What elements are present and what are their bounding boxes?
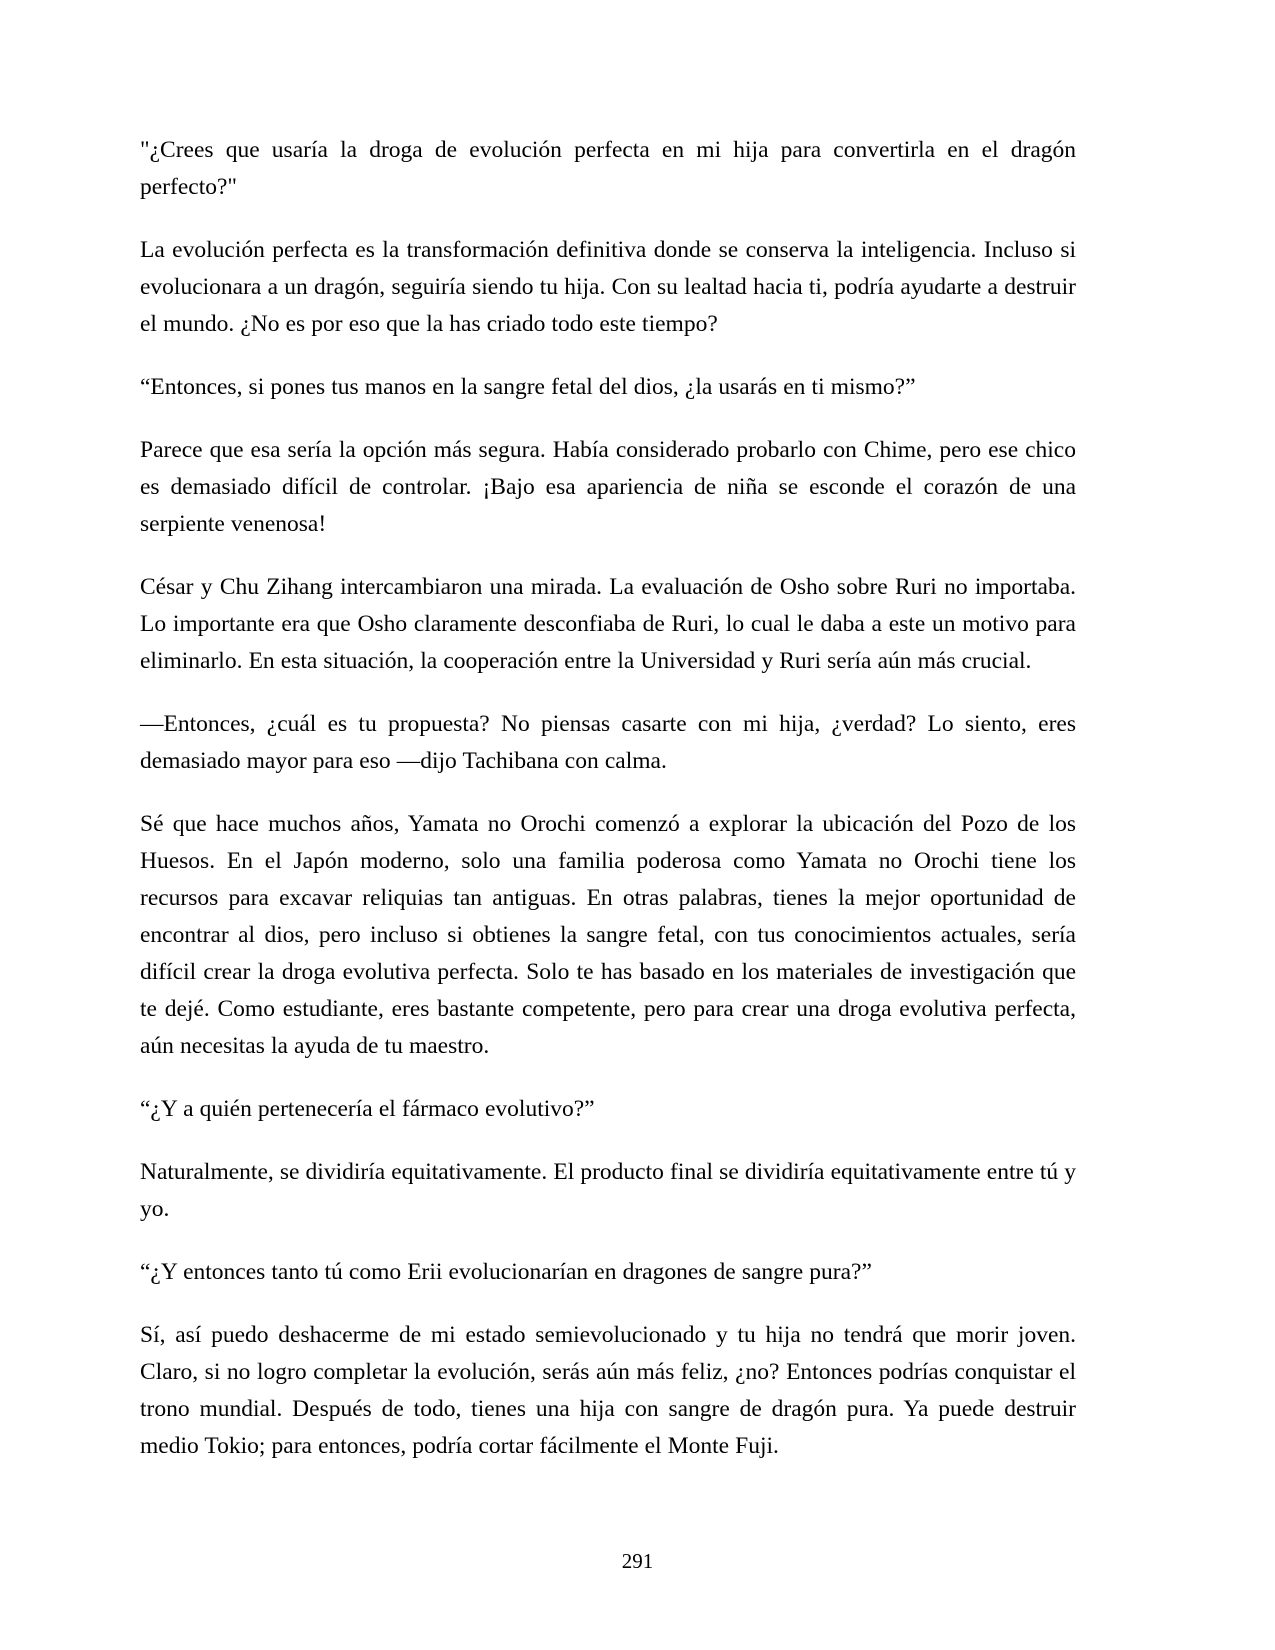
- paragraph: —Entonces, ¿cuál es tu propuesta? No piensas casarte con mi hija, ¿verdad? Lo siento, eres demasiado mayor para eso —dijo Tachibana con calma.: [140, 711, 1076, 774]
- page-number: 291: [621, 1549, 654, 1573]
- paragraph: Naturalmente, se dividiría equitativamente. El producto final se dividiría equitativamente entre tú y yo.: [140, 1159, 1076, 1222]
- paragraph: “¿Y entonces tanto tú como Erii evolucionarían en dragones de sangre pura?”: [140, 1259, 872, 1285]
- paragraph: Sí, así puedo deshacerme de mi estado semievolucionado y tu hija no tendrá que morir joven. Claro, si no logro completar la evolución, serás aún más feliz, ¿no? Entonces podrías conquistar el trono mundial. Después de todo, tienes una hija con sangre de dragón pura. Ya puede destruir medio Tokio; para entonces, podría cortar fácilmente el Monte Fuji.: [140, 1322, 1076, 1459]
- paragraph: César y Chu Zihang intercambiaron una mirada. La evaluación de Osho sobre Ruri no importaba. Lo importante era que Osho claramente desconfiaba de Ruri, lo cual le daba a este un motivo para eliminarlo. En esta situación, la cooperación entre la Universidad y Ruri sería aún más crucial.: [140, 574, 1076, 674]
- paragraph: La evolución perfecta es la transformación definitiva donde se conserva la inteligencia. Incluso si evolucionara a un dragón, seguiría siendo tu hija. Con su lealtad hacia ti, podría ayudarte a destruir el mundo. ¿No es por eso que la has criado todo este tiempo?: [140, 237, 1076, 337]
- page-body-text: [140, 132, 1076, 1465]
- paragraph: Sé que hace muchos años, Yamata no Orochi comenzó a explorar la ubicación del Pozo de los Huesos. En el Japón moderno, solo una familia poderosa como Yamata no Orochi tiene los recursos para excavar reliquias tan antiguas. En otras palabras, tienes la mejor oportunidad de encontrar al dios, pero incluso si obtienes la sangre fetal, con tus conocimientos actuales, sería difícil crear la droga evolutiva perfecta. Solo te has basado en los materiales de investigación que te dejé. Como estudiante, eres bastante competente, pero para crear una droga evolutiva perfecta, aún necesitas la ayuda de tu maestro.: [140, 811, 1076, 1059]
- paragraph: Parece que esa sería la opción más segura. Había considerado probarlo con Chime, pero ese chico es demasiado difícil de controlar. ¡Bajo esa apariencia de niña se esconde el corazón de una serpiente venenosa!: [140, 437, 1076, 537]
- paragraph: “¿Y a quién pertenecería el fármaco evolutivo?”: [140, 1096, 595, 1122]
- paragraph: "¿Crees que usaría la droga de evolución perfecta en mi hija para convertirla en el dragón perfecto?": [140, 137, 1076, 200]
- paragraph: “Entonces, si pones tus manos en la sangre fetal del dios, ¿la usarás en ti mismo?”: [140, 374, 916, 400]
